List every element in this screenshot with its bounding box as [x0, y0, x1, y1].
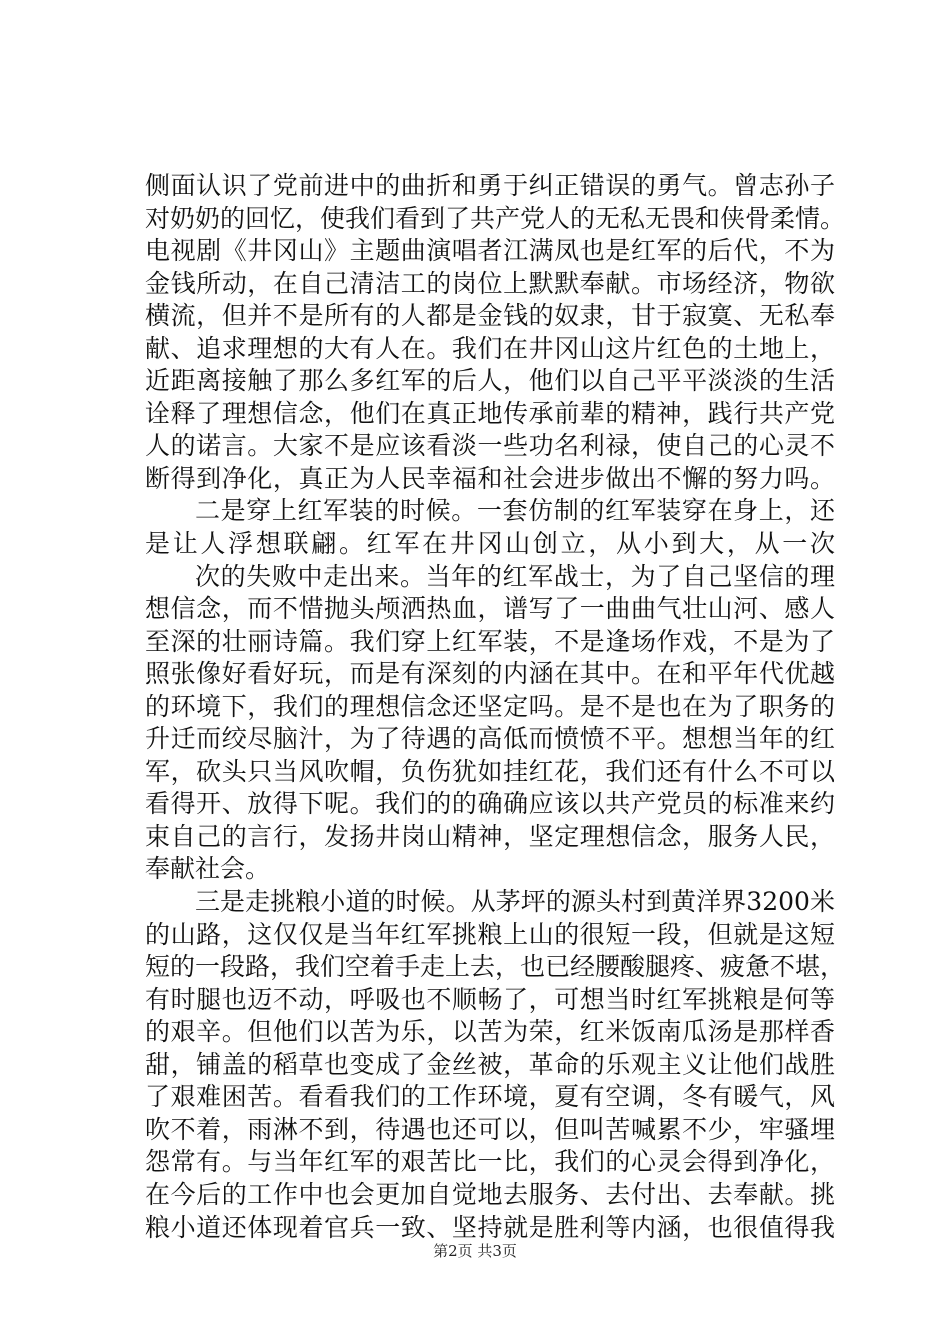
- text-line: 次的失败中走出来。当年的红军战士，为了自己坚信的理: [195, 561, 835, 591]
- text-line: 军，砍头只当风吹帽，负伤犹如挂红花，我们还有什么不可以: [145, 756, 835, 786]
- text-line: 的环境下，我们的理想信念还坚定吗。是不是也在为了职务的: [145, 691, 835, 721]
- text-line: 横流，但并不是所有的人都是金钱的奴隶，甘于寂寞、无私奉: [145, 301, 835, 331]
- page-number-footer: 第2页 共3页: [433, 1242, 517, 1260]
- text-line: 的艰辛。但他们以苦为乐，以苦为荣，红米饭南瓜汤是那样香: [145, 1017, 835, 1047]
- text-line: 献、追求理想的大有人在。我们在井冈山这片红色的土地上，: [145, 333, 835, 363]
- text-line: 对奶奶的回忆，使我们看到了共产党人的无私无畏和侠骨柔情。: [145, 203, 846, 233]
- text-line: 是让人浮想联翩。红军在井冈山创立，从小到大，从一次: [145, 529, 835, 559]
- paragraph-end-line: 奉献社会。: [145, 854, 271, 884]
- text-line: 有时腿也迈不动，呼吸也不顺畅了，可想当时红军挑粮是何等: [145, 984, 835, 1014]
- body-text: [145, 170, 846, 1244]
- text-line: 近距离接触了那么多红军的后人，他们以自己平平淡淡的生活: [145, 366, 835, 396]
- text-line: 甜，铺盖的稻草也变成了金丝被，革命的乐观主义让他们战胜: [145, 1049, 835, 1079]
- text-line: 了艰难困苦。看看我们的工作环境，夏有空调，冬有暖气，风: [145, 1082, 835, 1112]
- text-line: 断得到净化，真正为人民幸福和社会进步做出不懈的努力吗。: [145, 463, 835, 493]
- text-line: 的山路，这仅仅是当年红军挑粮上山的很短一段，但就是这短: [145, 919, 835, 949]
- text-line: 电视剧《井冈山》主题曲演唱者江满凤也是红军的后代，不为: [145, 236, 835, 266]
- text-line: 诠释了理想信念，他们在真正地传承前辈的精神，践行共产党: [145, 398, 835, 428]
- paragraph-start-line: 二是穿上红军装的时候。一套仿制的红军装穿在身上，还: [195, 496, 835, 526]
- text-line: 升迁而绞尽脑汁，为了待遇的高低而愤愤不平。想想当年的红: [145, 724, 835, 754]
- text-line: 侧面认识了党前进中的曲折和勇于纠正错误的勇气。曾志孙子: [145, 171, 835, 200]
- text-line: 短的一段路，我们空着手走上去，也已经腰酸腿疼、疲惫不堪，: [145, 952, 846, 982]
- text-line: 看得开、放得下呢。我们的的确确应该以共产党员的标准来约: [145, 789, 835, 819]
- text-line: 至深的壮丽诗篇。我们穿上红军装，不是逢场作戏，不是为了: [145, 626, 835, 656]
- text-line: 人的诺言。大家不是应该看淡一些功名利禄，使自己的心灵不: [145, 431, 835, 461]
- text-line: 粮小道还体现着官兵一致、坚持就是胜利等内涵，也很值得我: [145, 1212, 835, 1242]
- paragraph-start-line: 三是走挑粮小道的时候。从茅坪的源头村到黄洋界3200米: [195, 887, 835, 917]
- text-line: 吹不着，雨淋不到，待遇也还可以，但叫苦喊累不少，牢骚埋: [145, 1114, 835, 1144]
- text-line: 在今后的工作中也会更加自觉地去服务、去付出、去奉献。挑: [145, 1179, 835, 1209]
- text-line: 想信念，而不惜抛头颅洒热血，谱写了一曲曲气壮山河、感人: [145, 594, 835, 624]
- text-line: 照张像好看好玩，而是有深刻的内涵在其中。在和平年代优越: [145, 659, 835, 689]
- text-line: 怨常有。与当年红军的艰苦比一比，我们的心灵会得到净化，: [145, 1147, 835, 1177]
- text-line: 束自己的言行，发扬井岗山精神，坚定理想信念，服务人民，: [145, 821, 835, 851]
- text-line: 金钱所动，在自己清洁工的岗位上默默奉献。市场经济，物欲: [145, 268, 835, 298]
